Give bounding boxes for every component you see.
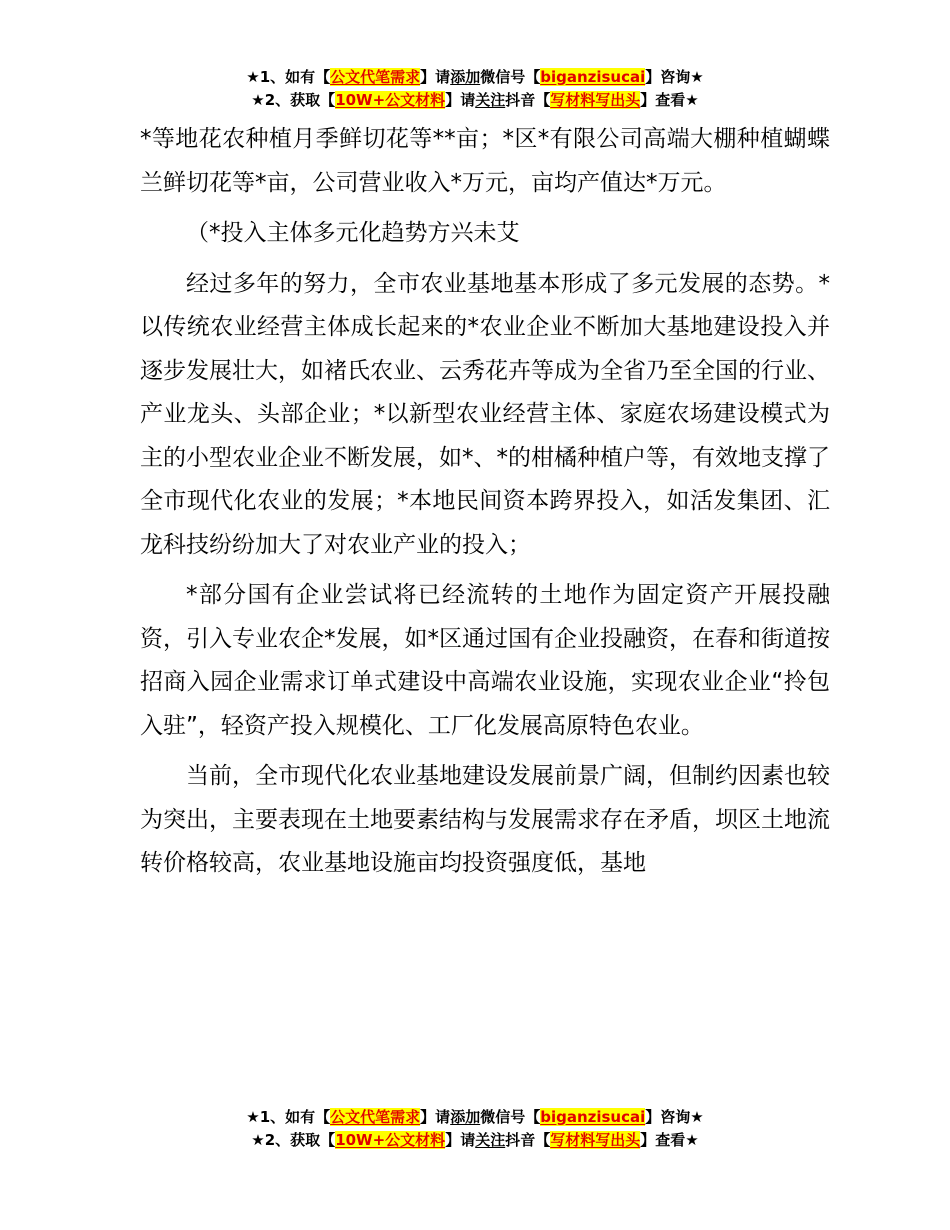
- section-heading: （*投入主体多元化趋势方兴未艾: [186, 220, 520, 246]
- banner-text: 】查看★: [640, 1131, 699, 1149]
- highlight-service: 公文代笔需求: [330, 1108, 421, 1126]
- banner-text: 抖音【: [505, 91, 551, 109]
- banner-text: 】咨询★: [645, 68, 704, 86]
- header-banner: [0, 66, 950, 112]
- banner-text: 微信号【: [480, 68, 541, 86]
- banner-text: ★2、获取【: [251, 91, 336, 109]
- highlight-materials: 10W+公文材料: [335, 1131, 446, 1149]
- banner-text: 抖音【: [505, 1131, 551, 1149]
- banner-text: 关注: [475, 1131, 506, 1149]
- banner-text: ★1、如有【: [246, 68, 331, 86]
- banner-text: 】请: [445, 91, 476, 109]
- banner-text: 】请: [445, 1131, 476, 1149]
- document-body: [140, 118, 830, 893]
- footer-banner: [0, 1106, 950, 1152]
- highlight-service: 公文代笔需求: [330, 68, 421, 86]
- banner-line-2: [0, 1129, 950, 1152]
- highlight-douyin: 写材料写出头: [550, 1131, 641, 1149]
- paragraph: *部分国有企业尝试将已经流转的土地作为固定资产开展投融资，引入专业农企*发展，如*区通过国有企业投融资，在春和街道按招商入园企业需求订单式建设中高端农业设施，实现农业企业“拎包入驻”，轻资产投入规模化、工厂化发展高原特色农业。: [140, 582, 830, 739]
- banner-text: 添加: [450, 68, 481, 86]
- highlight-materials: 10W+公文材料: [335, 91, 446, 109]
- paragraph: 当前，全市现代化农业基地建设发展前景广阔，但制约因素也较为突出，主要表现在土地要素结构与发展需求存在矛盾，坝区土地流转价格较高，农业基地设施亩均投资强度低，基地: [140, 763, 830, 876]
- banner-text: ★2、获取【: [251, 1131, 336, 1149]
- paragraph: *等地花农种植月季鲜切花等**亩；*区*有限公司高端大棚种植蝴蝶兰鲜切花等*亩，公司营业收入*万元，亩均产值达*万元。: [140, 126, 830, 196]
- banner-text: 】请: [420, 1108, 451, 1126]
- banner-line-1: [0, 66, 950, 89]
- highlight-wechat-id: biganzisucai: [540, 68, 646, 86]
- banner-line-2: [0, 89, 950, 112]
- banner-text: 添加: [450, 1108, 481, 1126]
- highlight-wechat-id: biganzisucai: [540, 1108, 646, 1126]
- highlight-douyin: 写材料写出头: [550, 91, 641, 109]
- banner-text: 微信号【: [480, 1108, 541, 1126]
- paragraph: 经过多年的努力，全市农业基地基本形成了多元发展的态势。*以传统农业经营主体成长起来的*农业企业不断加大基地建设投入并逐步发展壮大，如褚氏农业、云秀花卉等成为全省乃至全国的行业、产业龙头、头部企业；*以新型农业经营主体、家庭农场建设模式为主的小型农业企业不断发展，如*、*的柑橘种植户等，有效地支撑了全市现代化农业的发展；*本地民间资本跨界投入，如活发集团、汇龙科技纷纷加大了对农业产业的投入；: [140, 270, 830, 558]
- banner-text: 】咨询★: [645, 1108, 704, 1126]
- banner-text: 】查看★: [640, 91, 699, 109]
- banner-line-1: [0, 1106, 950, 1129]
- banner-text: 】请: [420, 68, 451, 86]
- banner-text: 关注: [475, 91, 506, 109]
- banner-text: ★1、如有【: [246, 1108, 331, 1126]
